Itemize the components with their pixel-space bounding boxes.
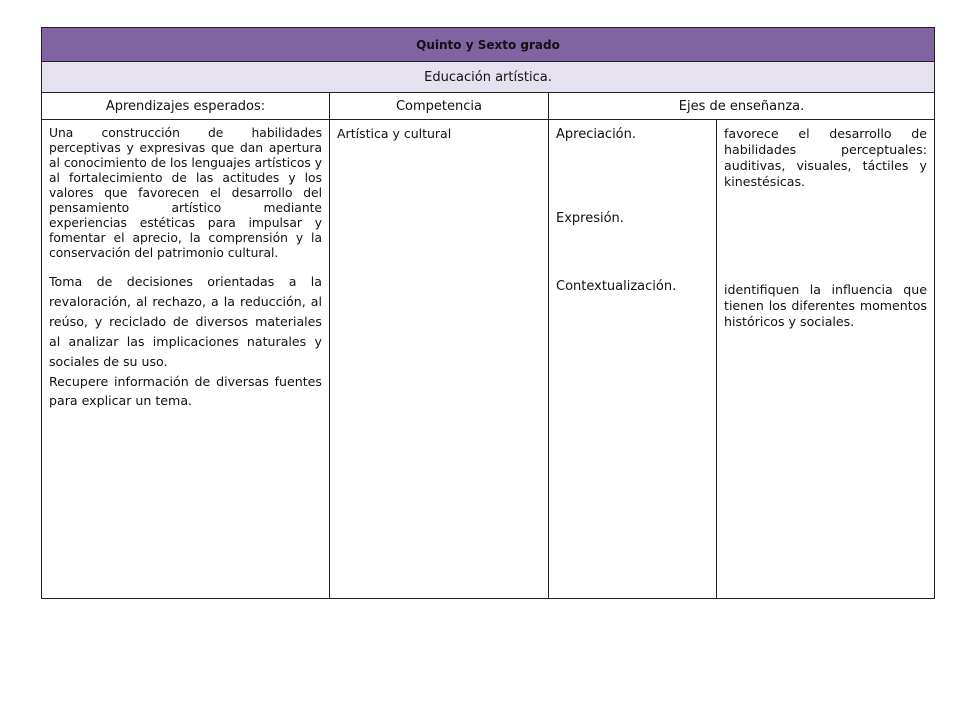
aprendizaje-paragraph-3: Recupere información de diversas fuentes para explicar un tema. (49, 374, 322, 408)
header-ejes: Ejes de enseñanza. (549, 93, 935, 120)
descripcion-1: favorece el desarrollo de habilidades perceptuales: auditivas, visuales, táctiles y kinestésicas. (724, 126, 927, 189)
header-competencia: Competencia (330, 93, 549, 120)
header-aprendizajes: Aprendizajes esperados: (42, 93, 330, 120)
grade-title: Quinto y Sexto grado (42, 28, 935, 62)
subject-title: Educación artística. (42, 62, 935, 93)
competencia-text: Artística y cultural (337, 126, 452, 141)
eje-contextualizacion: Contextualización. (556, 279, 677, 294)
ejes-cell (549, 120, 717, 599)
aprendizaje-paragraph-1: Una construcción de habilidades perceptivas y expresivas que dan apertura al conocimiento de los lenguajes artísticos y al fortalecimiento de las actitudes y los valores que favorecen el desarrollo del pensamiento artístico mediante experiencias estéticas para impulsar y fomentar el aprecio, la comprensión y la conservación del patrimonio cultural. (49, 126, 322, 260)
curriculum-table (41, 27, 935, 599)
descripcion-2: identifiquen la influencia que tienen los diferentes momentos históricos y sociales. (724, 282, 927, 329)
eje-apreciacion: Apreciación. (556, 127, 637, 142)
aprendizajes-cell (42, 120, 330, 599)
eje-expresion: Expresión. (556, 211, 624, 226)
descripciones-cell (717, 120, 935, 599)
aprendizaje-paragraph-2: Toma de decisiones orientadas a la revaloración, al rechazo, a la reducción, al reúso, y reciclado de diversos materiales al analizar las implicaciones naturales y sociales de su uso. (49, 274, 322, 369)
competencia-cell (330, 120, 549, 599)
